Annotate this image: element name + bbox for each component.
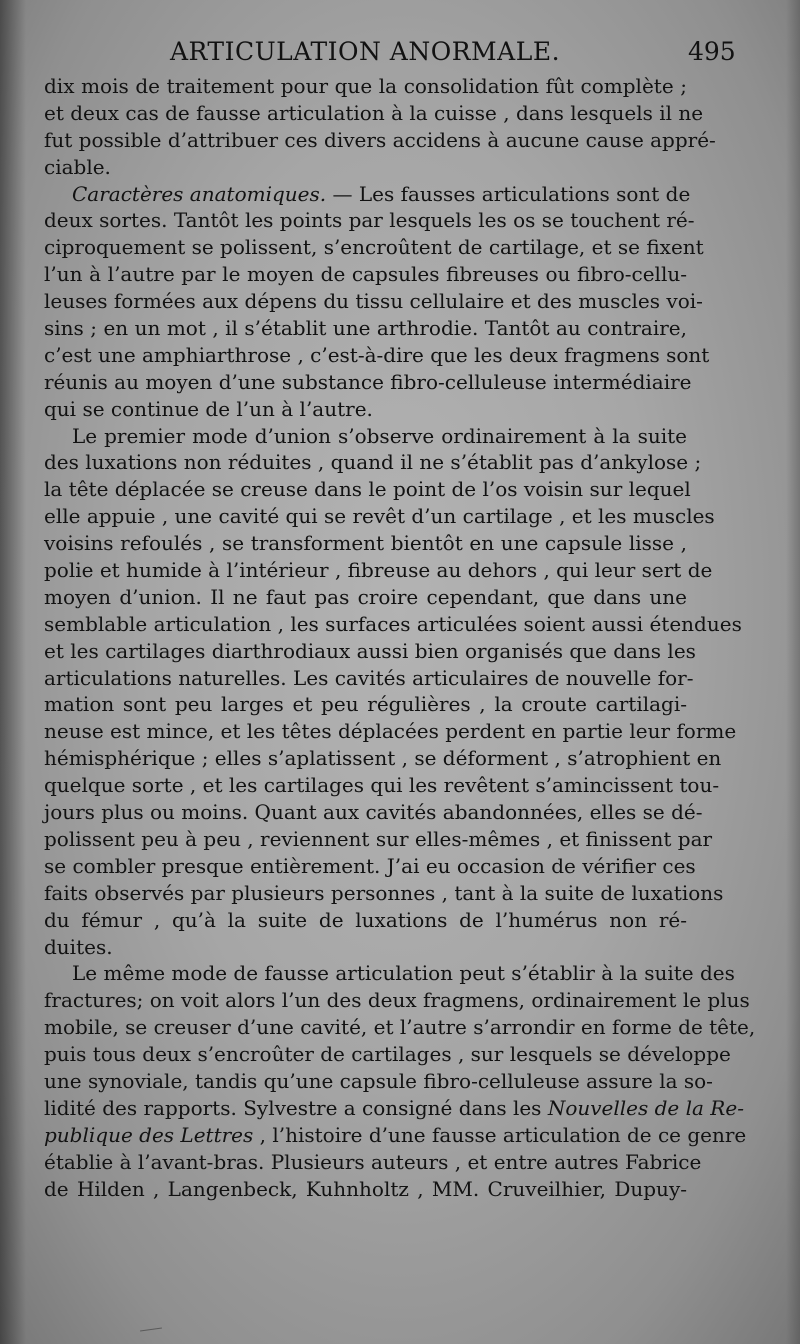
text-line: polissent peu à peu , reviennent sur elles-mêmes , et finissent par (44, 826, 713, 851)
text-line: et les cartilages diarthrodiaux aussi bien organisés que dans les (44, 638, 696, 663)
text-line: deux sortes. Tantôt les points par lesquels les os se touchent ré- (44, 208, 695, 233)
text-line: articulations naturelles. Les cavités articulaires de nouvelle for- (44, 665, 694, 690)
text-line: hémisphérique ; elles s’aplatissent , se déforment , s’atrophient en (44, 746, 722, 771)
text-line: réunis au moyen d’une substance fibro-celluleuse intermédiaire (44, 369, 692, 394)
text-line: mobile, se creuser d’une cavité, et l’autre s’arrondir en forme de tête, (44, 1015, 756, 1040)
text-line: ciable. (44, 154, 111, 179)
text-line: qui se continue de l’un à l’autre. (44, 396, 373, 421)
text-line: fractures; on voit alors l’un des deux fragmens, ordinairement le plus (44, 988, 750, 1013)
text-line: l’un à l’autre par le moyen de capsules fibreuses ou fibro-cellu- (44, 262, 687, 287)
text-line: jours plus ou moins. Quant aux cavités abandonnées, elles se dé- (44, 800, 703, 825)
text-line: quelque sorte , et les cartilages qui les revêtent s’amincissent tou- (44, 773, 720, 798)
page-header (0, 36, 800, 68)
text-line: et deux cas de fausse articulation à la cuisse , dans lesquels il ne (44, 100, 704, 125)
text-line: lidité des rapports. Sylvestre a consigné dans les Nouvelles de la Re- (44, 1095, 744, 1120)
text-line: semblable articulation , les surfaces articulées soient aussi étendues (44, 611, 742, 636)
text-line: leuses formées aux dépens du tissu cellulaire et des muscles voi- (44, 289, 703, 314)
italic-run: Caractères anatomiques. (72, 181, 327, 206)
italic-run: publique des Lettres (44, 1122, 254, 1147)
text-line: établie à l’avant-bras. Plusieurs auteurs , et entre autres Fabrice (44, 1149, 702, 1174)
italic-run: Nouvelles de la Re- (547, 1095, 744, 1120)
paragraph-start-line: Le premier mode d’union s’observe ordinairement à la suite (72, 423, 687, 448)
text-line: fut possible d’attribuer ces divers accidens à aucune cause appré- (44, 127, 716, 152)
text-line: polie et humide à l’intérieur , fibreuse au dehors , qui leur sert de (44, 558, 713, 583)
text-line: moyen d’union. Il ne faut pas croire cependant, que dans une (44, 584, 687, 609)
text-line: ciproquement se polissent, s’encroûtent de cartilage, et se fixent (44, 235, 704, 260)
text-line: la tête déplacée se creuse dans le point de l’os voisin sur lequel (44, 477, 691, 502)
text-line: une synoviale, tandis qu’une capsule fibro-celluleuse assure la so- (44, 1068, 713, 1093)
text-line: se combler presque entièrement. J’ai eu occasion de vérifier ces (44, 853, 696, 878)
running-title: ARTICULATION ANORMALE. (169, 37, 561, 66)
text-line: elle appuie , une cavité qui se revêt d’un cartilage , et les muscles (44, 504, 715, 529)
text-line: neuse est mince, et les têtes déplacées perdent en partie leur forme (44, 719, 737, 744)
text-line: dix mois de traitement pour que la consolidation fût complète ; (44, 74, 687, 98)
text-line: mation sont peu larges et peu régulières , la croute cartilagi- (44, 692, 687, 717)
body-text (44, 73, 756, 1202)
text-line: publique des Lettres , l’histoire d’une fausse articulation de ce genre (44, 1122, 747, 1147)
text-line: faits observés par plusieurs personnes , tant à la suite de luxations (44, 880, 724, 905)
text-line: voisins refoulés , se transforment bientôt en une capsule lisse , (44, 531, 687, 556)
text-line: du fémur , qu’à la suite de luxations de l’humérus non ré- (44, 907, 687, 932)
paragraph-start-line: Le même mode de fausse articulation peut s’établir à la suite des (72, 961, 735, 986)
stray-mark (140, 1327, 162, 1331)
text-line: sins ; en un mot , il s’établit une arthrodie. Tantôt au contraire, (44, 316, 687, 341)
text-line: des luxations non réduites , quand il ne s’établit pas d’ankylose ; (44, 450, 702, 475)
page-number: 495 (688, 37, 736, 66)
section-heading-line: Caractères anatomiques. — Les fausses articulations sont de (72, 181, 691, 206)
text-line: puis tous deux s’encroûter de cartilages , sur lesquels se développe (44, 1042, 731, 1067)
text-line: de Hilden , Langenbeck, Kuhnholtz , MM. Cruveilhier, Dupuy- (44, 1176, 687, 1201)
text-line: c’est une amphiarthrose , c’est-à-dire que les deux fragmens sont (44, 342, 710, 367)
text-line: duites. (44, 934, 113, 959)
